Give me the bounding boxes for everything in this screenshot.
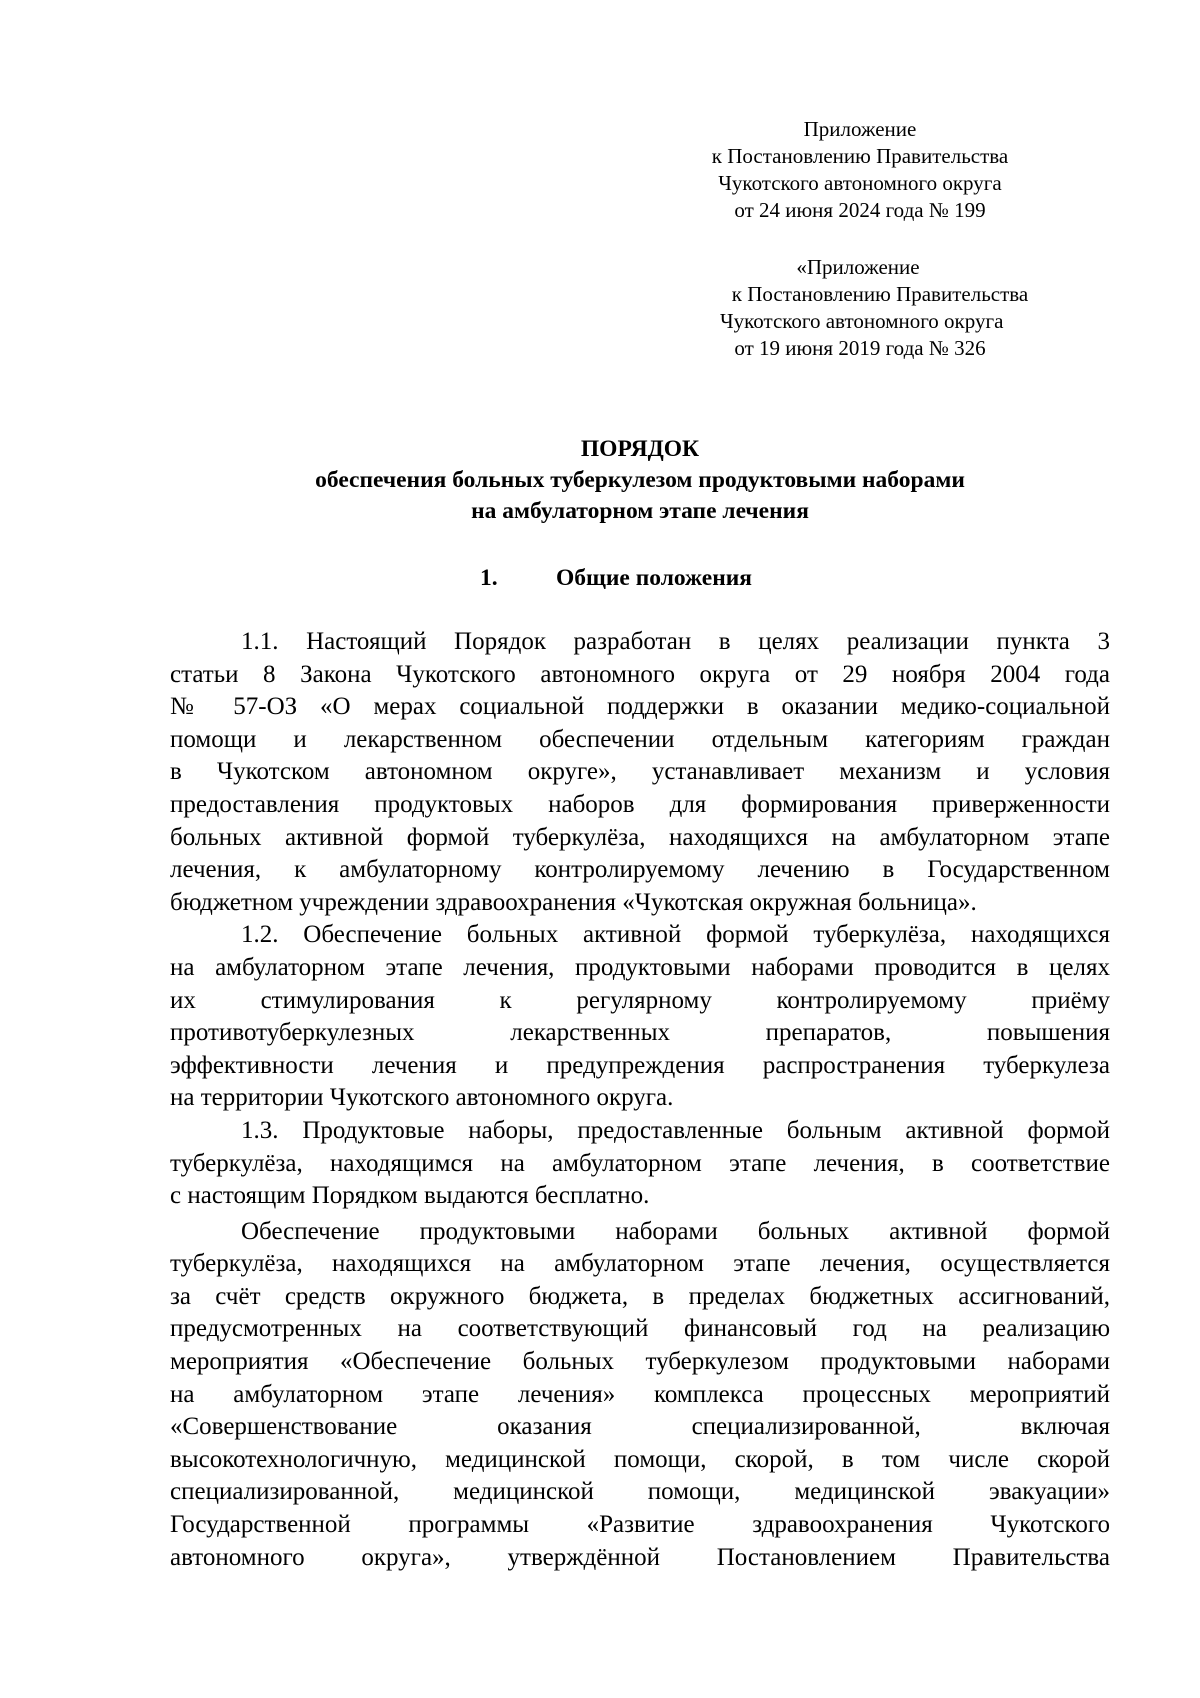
text-line: помощи и лекарственном обеспечении отдельным категориям граждан (170, 725, 1110, 753)
text-line: туберкулёза, находящимся на амбулаторном этапе лечения, в соответствие (170, 1149, 1110, 1177)
annex-line: к Постановлению Правительства (711, 144, 1009, 168)
text-line: лечения, к амбулаторному контролируемому лечению в Государственном (170, 856, 1110, 884)
text-line: 1.2. Обеспечение больных активной формой туберкулёза, находящихся (241, 921, 1110, 949)
text-line: 1.1. Настоящий Порядок разработан в целях реализации пункта 3 (241, 628, 1110, 655)
text-line: предусмотренных на соответствующий финансовый год на реализацию (170, 1315, 1110, 1343)
text-line: мероприятия «Обеспечение больных туберкулезом продуктовыми наборами (170, 1348, 1110, 1376)
text-line: их стимулирования к регулярному контролируемому приёму (170, 986, 1110, 1014)
title-line: обеспечения больных туберкулезом продуктовыми наборами (315, 467, 965, 493)
text-line: за счёт средств окружного бюджета, в пределах бюджетных ассигнований, (170, 1282, 1110, 1310)
title-line: на амбулаторном этапе лечения (471, 498, 809, 524)
section-heading (480, 563, 752, 594)
annex-line: Чукотского автономного округа (720, 309, 1004, 333)
text-line: на амбулаторном этапе лечения» комплекса процессных мероприятий (170, 1380, 1110, 1408)
text-line: статьи 8 Закона Чукотского автономного округа от 29 ноября 2004 года (170, 660, 1110, 688)
annex-header-original (720, 254, 1040, 362)
text-line: Обеспечение продуктовыми наборами больных активной формой (241, 1217, 1110, 1245)
annex-line: «Приложение (796, 255, 920, 279)
text-line: на амбулаторном этапе лечения, продуктовыми наборами проводится в целях (170, 953, 1110, 981)
paragraph-1-1 (170, 626, 1110, 919)
text-line: «Совершенствование оказания специализированной, включая (170, 1413, 1110, 1441)
text-line: специализированной, медицинской помощи, медицинской эвакуации» (170, 1478, 1110, 1506)
title-heading: ПОРЯДОК (580, 436, 700, 462)
paragraph-1-2 (170, 919, 1110, 1115)
text-line: в Чукотском автономном округе», устанавливает механизм и условия (170, 758, 1110, 786)
annex-line: к Постановлению Правительства (731, 282, 1029, 306)
document-title (170, 434, 1110, 527)
text-line: противотуберкулезных лекарственных препаратов, повышения (170, 1019, 1110, 1047)
text-line: № 57-ОЗ «О мерах социальной поддержки в оказании медико-социальной (170, 693, 1110, 721)
section-name: Общие положения (556, 565, 752, 591)
text-line: на территории Чукотского автономного округа. (170, 1084, 674, 1112)
annex-line: от 19 июня 2019 года № 326 (734, 336, 986, 360)
text-line: эффективности лечения и предупреждения распространения туберкулеза (170, 1051, 1110, 1079)
annex-line: Чукотского автономного округа (718, 171, 1002, 195)
text-line: бюджетном учреждении здравоохранения «Чукотская окружная больница». (170, 888, 977, 916)
annex-line: от 24 июня 2024 года № 199 (734, 198, 986, 222)
annex-line: Приложение (803, 117, 917, 141)
text-line: больных активной формой туберкулёза, находящихся на амбулаторном этапе (170, 823, 1110, 851)
text-line: с настоящим Порядком выдаются бесплатно. (170, 1182, 650, 1210)
text-line: предоставления продуктовых наборов для формирования приверженности (170, 790, 1110, 818)
document-body (170, 626, 1110, 1574)
paragraph-funding (170, 1216, 1110, 1575)
text-line: туберкулёза, находящихся на амбулаторном этапе лечения, осуществляется (170, 1250, 1110, 1278)
text-line: 1.3. Продуктовые наборы, предоставленные больным активной формой (241, 1116, 1110, 1144)
text-line: автономного округа», утверждённой Постановлением Правительства (170, 1543, 1110, 1571)
text-line: высокотехнологичную, медицинской помощи, скорой, в том числе скорой (170, 1445, 1110, 1473)
section-number: 1. (480, 565, 498, 591)
text-line: Государственной программы «Развитие здравоохранения Чукотского (170, 1511, 1110, 1539)
paragraph-1-3 (170, 1115, 1110, 1213)
annex-header-current (700, 116, 1020, 224)
